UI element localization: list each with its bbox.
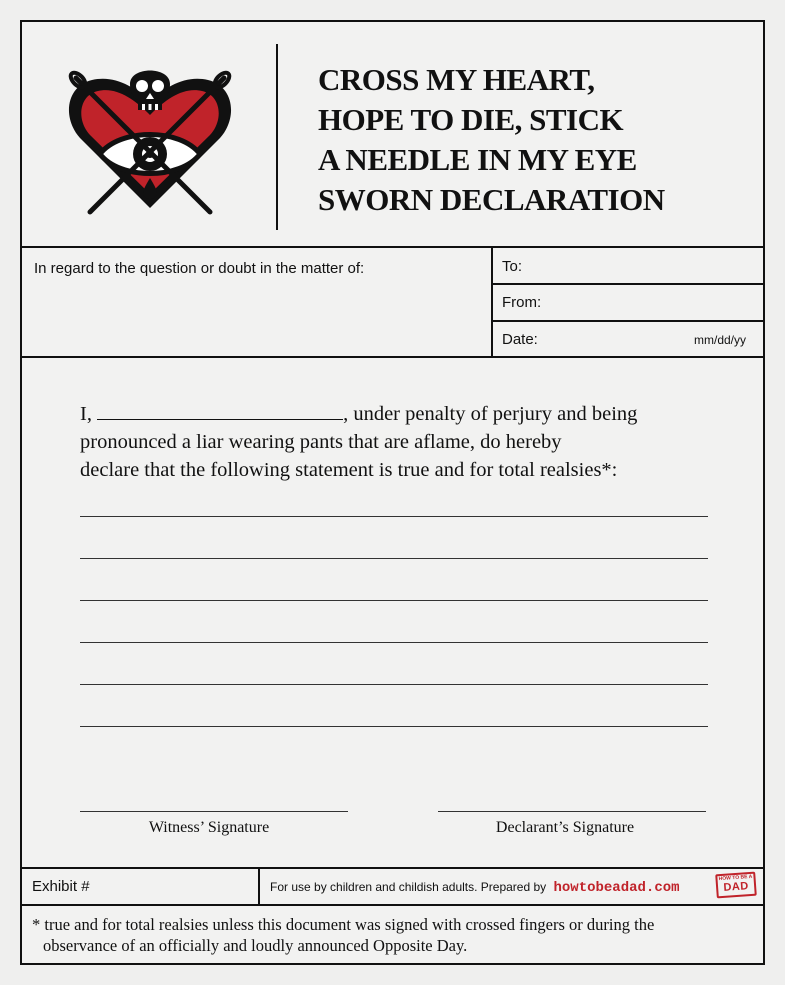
divider <box>258 867 260 904</box>
date-field[interactable]: Date: <box>502 331 538 348</box>
dad-stamp-logo <box>715 872 757 899</box>
title-line: CROSS MY HEART, <box>318 62 595 97</box>
divider <box>22 904 763 906</box>
to-field[interactable]: To: <box>502 258 523 275</box>
divider <box>22 246 763 248</box>
statement-write-line[interactable] <box>80 558 708 559</box>
divider <box>491 320 763 322</box>
divider <box>491 283 763 285</box>
exhibit-field[interactable]: Exhibit # <box>32 878 90 895</box>
statement-suffix: , under penalty of perjury and being <box>343 403 638 425</box>
statement-write-line[interactable] <box>80 600 708 601</box>
statement-line: pronounced a liar wearing pants that are aflame, do hereby <box>80 431 562 453</box>
page-title <box>318 60 748 220</box>
form-header <box>22 22 763 247</box>
regard-field[interactable]: In regard to the question or doubt in the matter of: <box>34 260 365 277</box>
declarant-signature-line[interactable] <box>438 811 706 812</box>
divider <box>22 867 763 869</box>
divider <box>491 246 493 358</box>
declarant-signature-label: Declarant’s Signature <box>495 819 635 836</box>
witness-signature-label: Witness’ Signature <box>148 819 270 836</box>
stamp-big-text: DAD <box>723 880 750 894</box>
header-divider <box>276 44 278 230</box>
skull-heart-needles-eye-logo <box>60 58 240 218</box>
footnote-line: * true and for total realsies unless this document was signed with crossed fingers or during the <box>32 915 655 934</box>
title-line: A NEEDLE IN MY EYE <box>318 142 637 177</box>
statement-prefix: I, <box>80 403 98 425</box>
title-line: HOPE TO DIE, STICK <box>318 102 624 137</box>
date-format-hint: mm/dd/yy <box>694 333 747 347</box>
site-link[interactable]: howtobeadad.com <box>553 880 680 896</box>
declarant-name-blank[interactable] <box>97 401 343 420</box>
statement-write-line[interactable] <box>80 684 708 685</box>
divider <box>22 356 763 358</box>
statement-write-line[interactable] <box>80 726 708 727</box>
footnote <box>32 914 757 956</box>
statement-write-line[interactable] <box>80 642 708 643</box>
from-field[interactable]: From: <box>502 294 542 311</box>
prepared-text: For use by children and childish adults. Prepared by <box>270 880 547 894</box>
stamp-small-text: HOW TO BE A <box>718 873 753 883</box>
title-line: SWORN DECLARATION <box>318 182 665 217</box>
prepared-by-note <box>270 880 680 896</box>
declaration-form <box>20 20 765 965</box>
footnote-line: observance of an officially and loudly announced Opposite Day. <box>43 936 468 955</box>
statement-write-line[interactable] <box>80 516 708 517</box>
statement-line: declare that the following statement is true and for total realsies*: <box>80 459 618 481</box>
declaration-statement <box>80 400 730 484</box>
witness-signature-line[interactable] <box>80 811 348 812</box>
